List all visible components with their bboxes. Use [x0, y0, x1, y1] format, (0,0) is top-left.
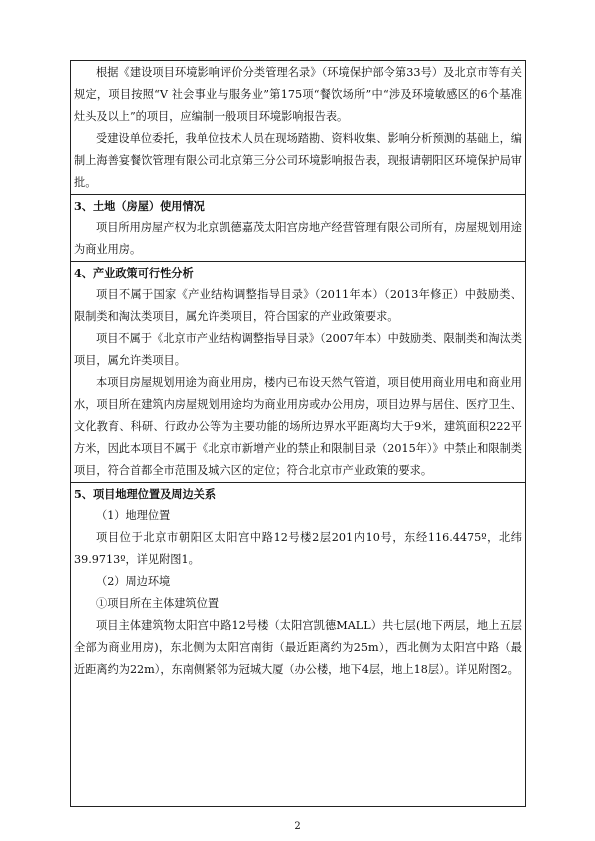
subheading-surroundings: （2）周边环境	[96, 575, 171, 588]
location-paragraph: 项目位于北京市朝阳区太阳宫中路12号楼2层201内10号，东经116.4475º，北纬39.9713º，详见附图1。	[74, 531, 522, 566]
section-4-paragraph-1: 项目不属于国家《产业结构调整指导目录》（2011年本）（2013年修正）中鼓励类、限制类和淘汰类项目，属允许类项目，符合国家的产业政策要求。	[74, 288, 522, 323]
subheading-location: （1）地理位置	[96, 509, 171, 522]
subheading-building-location: ①项目所在主体建筑位置	[96, 597, 220, 610]
section-4-paragraph-2: 项目不属于《北京市产业结构调整指导目录》（2007年本）中鼓励类、限制类和淘汰类项目，属允许类项目。	[74, 332, 522, 367]
page-number: 2	[294, 821, 301, 832]
surroundings-paragraph: 项目主体建筑物太阳宫中路12号楼（太阳宫凯德MALL）共七层(地下两层，地上五层全部为商业用房)，东北侧为太阳宫南街（最近距离约为25m），西北侧为太阳宫中路（最近距离约为22m），东南侧紧邻为冠城大厦（办公楼，地下4层，地上18层）。详见附图2。	[74, 619, 522, 676]
section-5-heading: 5、项目地理位置及周边关系	[70, 482, 526, 505]
intro-paragraph-1: 根据《建设项目环境影响评价分类管理名录》（环境保护部令第33号）及北京市等有关规定，项目按照“V 社会事业与服务业”第175项“餐饮场所”中“涉及环境敏感区的6个基准灶头及以上”的项目，应编制一般项目环境影响报告表。	[74, 66, 522, 123]
section-3-heading: 3、土地（房屋）使用情况	[70, 194, 526, 217]
section-4-heading: 4、产业政策可行性分析	[70, 261, 526, 284]
section-4-paragraph-3: 本项目房屋规划用途为商业用房，楼内已布设天然气管道，项目使用商业用电和商业用水，项目所在建筑内房屋规划用途均为商业用房或办公用房，项目边界与居住、医疗卫生、文化教育、科研、行政办公等为主要功能的场所边界水平距离均大于9米，建筑面积222平方米，因此本项目不属于《北京市新增产业的禁止和限制目录（2015年）》中禁止和限制类项目，符合首都全市范围及城六区的定位；符合北京市产业政策的要求。	[74, 376, 522, 477]
section-3-paragraph: 项目所用房屋产权为北京凯德嘉茂太阳宫房地产经营管理有限公司所有，房屋规划用途为商业用房。	[74, 221, 522, 256]
intro-paragraph-2: 受建设单位委托，我单位技术人员在现场踏勘、资料收集、影响分析预测的基础上，编制上海善宴餐饮管理有限公司北京第三分公司环境影响报告表，现报请朝阳区环境保护局审批。	[74, 132, 522, 189]
document-body	[74, 62, 522, 681]
